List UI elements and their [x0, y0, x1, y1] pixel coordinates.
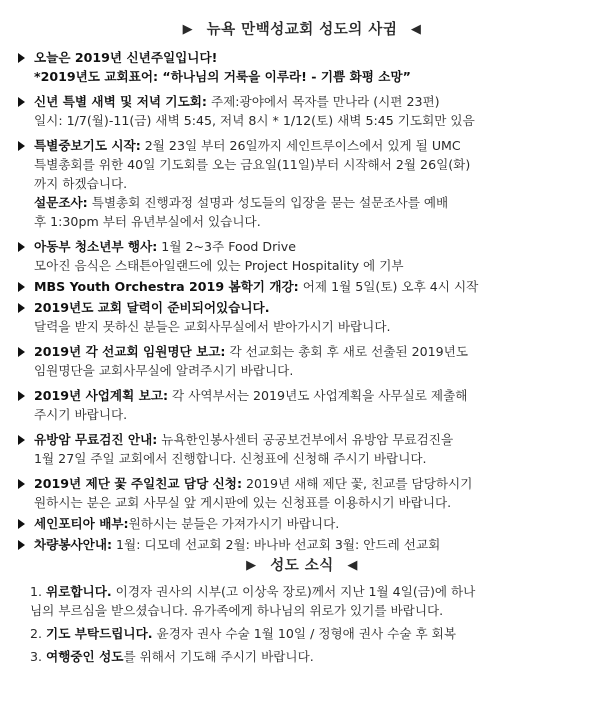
- item-line: 일시: 1/7(월)-11(금) 새벽 5:45, 저녁 8시 * 1/12(토) 새벽 5:45 기도회만 있음: [34, 113, 475, 128]
- news-section-title: 성도 소식: [270, 558, 334, 574]
- item-text: 뉴욕한인봉사센터 공공보건부에서 유방암 무료검진을: [157, 432, 454, 447]
- item-line: 1월 27일 주일 교회에서 진행합니다. 신청표에 신청해 주시기 바랍니다.: [34, 451, 427, 466]
- news-heading: 기도 부탁드립니다.: [46, 626, 153, 641]
- right-triangle-icon: ▶: [182, 22, 194, 37]
- item-text: 2019년 새해 제단 꽃, 친교를 담당하시기: [242, 476, 473, 491]
- item-text: 특별총회 진행과정 설명과 성도들의 입장을 묻는 설문조사를 예배: [87, 195, 449, 210]
- item-text: 각 선교회는 총회 후 새로 선출된 2019년도: [225, 344, 469, 359]
- bullet-icon: [18, 141, 25, 151]
- section-header: [14, 20, 590, 40]
- item-heading: 세인포티아 배부:: [34, 516, 129, 531]
- item-text: 각 사역부서는 2019년도 사업계획을 사무실로 제출해: [168, 388, 468, 403]
- item-line: 주시기 바랍니다.: [34, 407, 128, 422]
- news-item: [14, 647, 590, 666]
- news-section-header: [14, 556, 590, 576]
- item-heading: 2019년도 교회 달력이 준비되어있습니다.: [34, 300, 270, 315]
- item-line: 까지 하겠습니다.: [34, 176, 128, 191]
- news-text: 윤경자 권사 수술 1월 10일 / 정형애 권사 수술 후 회복: [152, 626, 457, 641]
- item-heading: 2019년 제단 꽃 주일친교 담당 신청:: [34, 476, 242, 491]
- right-triangle-icon: ▶: [246, 558, 257, 573]
- item-text: 1월: 디모데 선교회 2월: 바나바 선교회 3월: 안드레 선교회: [112, 537, 441, 552]
- item-text: 1월 2~3주 Food Drive: [157, 239, 297, 254]
- item-line: 원하시는 분은 교회 사무실 앞 게시판에 있는 신청표를 이용하시기 바랍니다.: [34, 495, 452, 510]
- item-text: 어제 1월 5일(토) 오후 4시 시작: [298, 279, 479, 294]
- news-line: 님의 부르심을 받으셨습니다. 유가족에게 하나님의 위로가 있기를 바랍니다.: [30, 603, 444, 618]
- item-text: 주제:광야에서 목자를 만나라 (시편 23편): [206, 94, 440, 109]
- news-text: 이경자 권사의 시부(고 이상욱 장로)께서 지난 1월 4일(금)에 하나: [111, 584, 476, 599]
- list-item: [14, 277, 590, 296]
- item-line: 임원명단을 교회사무실에 알려주시기 바랍니다.: [34, 363, 294, 378]
- news-heading: 여행중인 성도: [46, 649, 124, 664]
- news-number: 2.: [30, 626, 43, 641]
- bullet-icon: [18, 303, 25, 313]
- item-heading: 2019년 사업계획 보고:: [34, 388, 169, 403]
- news-text: 를 위해서 기도해 주시기 바랍니다.: [123, 649, 314, 664]
- list-item: [14, 474, 590, 512]
- item-text: 2월 23일 부터 26일까지 세인트루이스에서 있게 될 UMC: [140, 138, 461, 153]
- news-item: [14, 624, 590, 643]
- item-heading: MBS Youth Orchestra 2019 봄학기 개강:: [34, 279, 299, 294]
- item-heading: 아동부 청소년부 행사:: [34, 239, 158, 254]
- bullet-icon: [18, 242, 25, 252]
- list-item: [14, 298, 590, 336]
- bullet-icon: [18, 97, 25, 107]
- item-line: 후 1:30pm 부터 유년부실에서 있습니다.: [34, 214, 261, 229]
- bullet-icon: [18, 540, 25, 550]
- item-line: 달력을 받지 못하신 분들은 교회사무실에서 받아가시기 바랍니다.: [34, 319, 391, 334]
- section-title: 뉴욕 만백성교회 성도의 사귐: [206, 22, 398, 38]
- bullet-icon: [18, 347, 25, 357]
- item-heading: 설문조사:: [34, 195, 88, 210]
- bullet-icon: [18, 282, 25, 292]
- item-heading: 유방암 무료검진 안내:: [34, 432, 158, 447]
- news-item: [14, 582, 590, 620]
- list-item: [14, 92, 590, 130]
- item-heading: 차량봉사안내:: [34, 537, 113, 552]
- list-item: [14, 136, 590, 231]
- item-line: *2019년도 교회표어: “하나님의 거룩을 이루라! - 기쁨 화평 소망”: [34, 69, 411, 84]
- news-number: 3.: [30, 649, 43, 664]
- item-line: 모아진 음식은 스태튼아일랜드에 있는 Project Hospitality 에 기부: [34, 258, 404, 273]
- list-item: [14, 535, 590, 554]
- bullet-icon: [18, 391, 25, 401]
- list-item: [14, 342, 590, 380]
- news-heading: 위로합니다.: [46, 584, 112, 599]
- item-heading: 2019년 각 선교회 임원명단 보고:: [34, 344, 226, 359]
- item-line: 오늘은 2019년 신년주일입니다!: [34, 50, 218, 65]
- list-item: [14, 237, 590, 275]
- list-item: [14, 514, 590, 533]
- bullet-icon: [18, 479, 25, 489]
- item-heading: 특별중보기도 시작:: [34, 138, 141, 153]
- list-item: [14, 386, 590, 424]
- list-item: [14, 430, 590, 468]
- left-triangle-icon: ◀: [410, 22, 422, 37]
- item-text: 원하시는 분들은 가져가시기 바랍니다.: [128, 516, 340, 531]
- bullet-icon: [18, 435, 25, 445]
- left-triangle-icon: ◀: [347, 558, 358, 573]
- item-heading: 신년 특별 새벽 및 저녁 기도회:: [34, 94, 207, 109]
- news-number: 1.: [30, 584, 43, 599]
- item-line: 특별총회를 위한 40일 기도회를 오는 금요일(11일)부터 시작해서 2월 26일(화): [34, 157, 471, 172]
- bullet-icon: [18, 53, 25, 63]
- list-item: [14, 48, 590, 86]
- bullet-icon: [18, 519, 25, 529]
